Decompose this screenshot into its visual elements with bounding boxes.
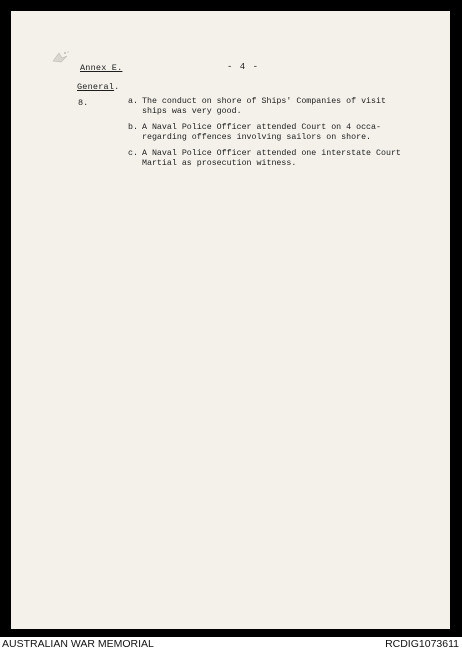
item-letter: b. <box>128 123 138 132</box>
section-heading <box>77 82 119 92</box>
list-item <box>128 123 381 143</box>
item-letter: c. <box>128 149 138 158</box>
document-page <box>11 11 450 629</box>
section-heading-punct: . <box>114 82 120 92</box>
annex-label: Annex E. <box>80 63 123 73</box>
list-item <box>128 149 401 169</box>
item-text-line: regarding offences involving sailors on shore. <box>142 133 372 142</box>
item-text-line: A Naval Police Officer attended one interstate Court <box>142 149 401 158</box>
paragraph-number: 8. <box>78 98 89 108</box>
item-text-line: ships was very good. <box>142 107 242 116</box>
list-item <box>128 97 386 117</box>
section-heading-text: General <box>77 82 115 92</box>
item-letter: a. <box>128 97 138 106</box>
footer-institution: AUSTRALIAN WAR MEMORIAL <box>2 638 154 650</box>
item-text-line: Martial as prosecution witness. <box>142 159 297 168</box>
footer-bar <box>0 637 462 653</box>
item-text-line: The conduct on shore of Ships' Companies of visit <box>142 97 386 106</box>
footer-record-id: RCDIG1073611 <box>385 638 459 650</box>
page-number: - 4 - <box>227 62 260 72</box>
item-text-line: A Naval Police Officer attended Court on 4 occa- <box>142 123 381 132</box>
paper-mark <box>51 49 69 65</box>
